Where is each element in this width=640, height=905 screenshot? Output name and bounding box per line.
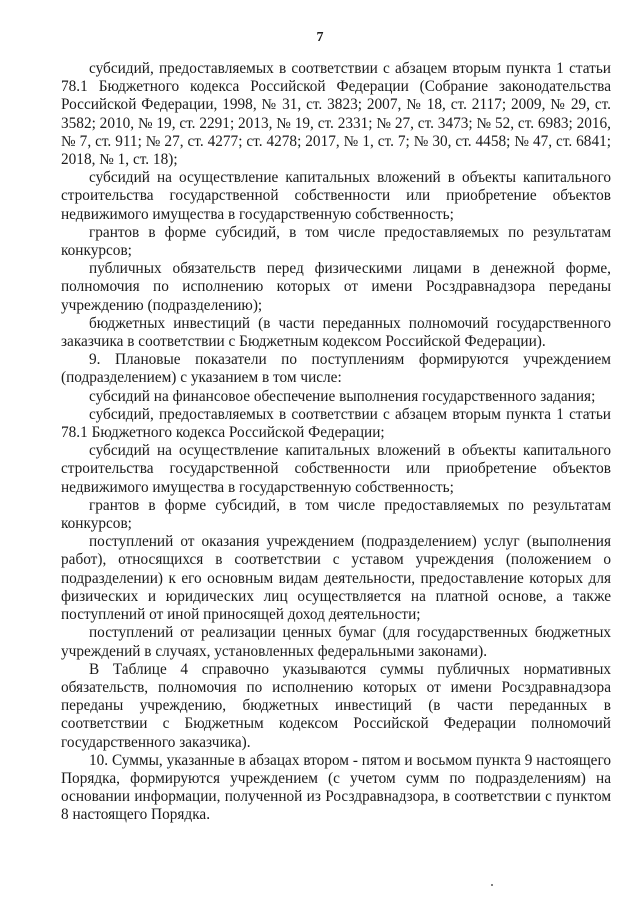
document-body — [61, 60, 611, 825]
paragraph: субсидий, предоставляемых в соответствии с абзацем вторым пункта 1 статьи 78.1 Бюджетного кодекса Российской Федерации; — [61, 405, 611, 442]
paragraph: грантов в форме субсидий, в том числе предоставляемых по результатам конкурсов; — [61, 496, 611, 533]
paragraph: поступлений от оказания учреждением (подразделением) услуг (выполнения работ), относящихся в соответствии с уставом учреждения (положением о подразделении) к его основным видам деятельности, предоставление которых для физических и юридических лиц осуществляется на платной основе, а также поступлений от иной приносящей доход деятельности; — [61, 533, 611, 624]
paragraph: бюджетных инвестиций (в части переданных полномочий государственного заказчика в соответствии с Бюджетным кодексом Российской Федерации). — [61, 314, 611, 351]
paragraph: поступлений от реализации ценных бумаг (для государственных бюджетных учреждений в случаях, установленных федеральными законами). — [61, 624, 611, 660]
paragraph: субсидий на финансовое обеспечение выполнения государственного задания; — [89, 387, 596, 405]
paragraph: публичных обязательств перед физическими лицами в денежной форме, полномочия по исполнению которых от имени Росздравнадзора переданы учреждению (подразделению); — [61, 260, 611, 314]
paragraph: 10. Суммы, указанные в абзацах втором - пятом и восьмом пункта 9 настоящего Порядка, формируются учреждением (с учетом сумм по подразделениям) на основании информации, полученной из Росздравнадзора, в соответствии с пунктом 8 настоящего Порядка. — [61, 751, 611, 824]
paragraph: субсидий на осуществление капитальных вложений в объекты капитального строительства государственной собственности или приобретение объектов недвижимого имущества в государственную собственность; — [61, 169, 611, 223]
page-number: 7 — [316, 30, 324, 45]
paragraph: субсидий на осуществление капитальных вложений в объекты капитального строительства государственной собственности или приобретение объектов недвижимого имущества в государственную собственность; — [61, 442, 611, 496]
paragraph: 9. Плановые показатели по поступлениям формируются учреждением (подразделением) с указанием в том числе: — [61, 351, 611, 387]
paragraph: субсидий, предоставляемых в соответствии с абзацем вторым пункта 1 статьи 78.1 Бюджетного кодекса Российской Федерации (Собрание законодательства Российской Федерации, 1998, № 31, ст. 3823; 2007, № 18, ст. 2117; 2009, № 29, ст. 3582; 2010, № 19, ст. 2291; 2013, № 19, ст. 2331; № 27, ст. 3473; № 52, ст. 6983; 2016, № 7, ст. 911; № 27, ст. 4277; ст. 4278; 2017, № 1, ст. 7; № 30, ст. 4458; № 47, ст. 6841; 2018, № 1, ст. 18); — [61, 60, 611, 169]
paragraph: В Таблице 4 справочно указываются суммы публичных нормативных обязательств, полномочия по исполнению которых от имени Росздравнадзора переданы учреждению, бюджетных инвестиций (в части переданных в соответствии с Бюджетным кодексом Российской Федерации полномочий государственного заказчика). — [61, 660, 611, 751]
scan-artifact — [491, 884, 493, 886]
paragraph: грантов в форме субсидий, в том числе предоставляемых по результатам конкурсов; — [61, 223, 611, 260]
